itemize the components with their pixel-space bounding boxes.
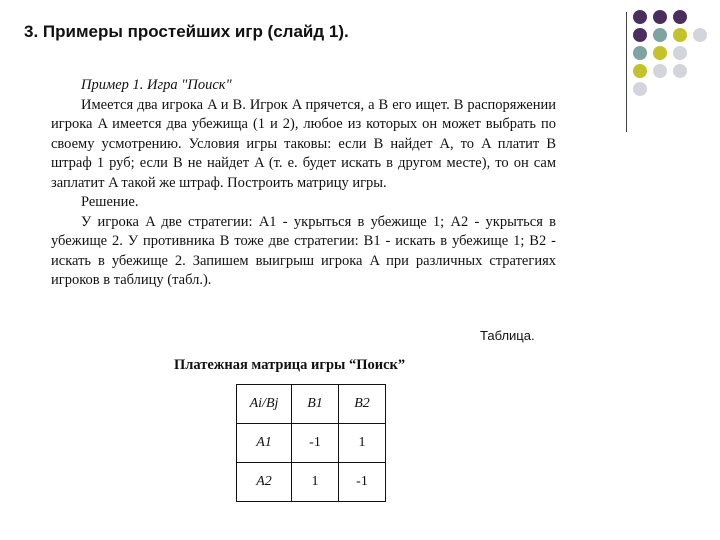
decor-dot bbox=[653, 10, 667, 24]
table-header-cell: Ai/Bj bbox=[237, 385, 292, 424]
table-header-row bbox=[237, 385, 386, 424]
row-label-cell: A1 bbox=[237, 424, 292, 463]
decor-dot bbox=[693, 64, 707, 78]
table-header-cell: B2 bbox=[339, 385, 386, 424]
solution-paragraph: У игрока A две стратегии: A1 - укрыться в убежище 1; A2 - укрыться в убежище 2. У противника B тоже две стратегии: B1 - искать в убежище 1; B2 - искать в убежище 2. Запишем выигрыш игрока A при различных стратегиях игроков в таблицу (табл.). bbox=[51, 213, 556, 288]
decor-dot bbox=[653, 82, 667, 96]
decor-dot bbox=[633, 82, 647, 96]
decor-dot bbox=[633, 28, 647, 42]
decorative-dot-grid bbox=[630, 8, 710, 98]
decor-dot bbox=[693, 10, 707, 24]
decor-dot bbox=[673, 46, 687, 60]
table-cell: -1 bbox=[292, 424, 339, 463]
decor-dot bbox=[653, 64, 667, 78]
slide-title: 3. Примеры простейших игр (слайд 1). bbox=[24, 22, 349, 41]
table-cell: -1 bbox=[339, 463, 386, 502]
solution-label: Решение. bbox=[81, 194, 139, 210]
decor-dot bbox=[633, 46, 647, 60]
decor-dot bbox=[673, 82, 687, 96]
decor-dot bbox=[693, 28, 707, 42]
decor-dot bbox=[653, 28, 667, 42]
matrix-title: Платежная матрица игры “Поиск” bbox=[174, 357, 406, 373]
table-row bbox=[237, 424, 386, 463]
payoff-matrix-table bbox=[236, 384, 386, 502]
decorative-divider bbox=[626, 12, 627, 132]
table-cell: 1 bbox=[292, 463, 339, 502]
table-cell: 1 bbox=[339, 424, 386, 463]
table-caption: Таблица. bbox=[480, 328, 535, 343]
decor-dot bbox=[653, 46, 667, 60]
row-label-cell: A2 bbox=[237, 463, 292, 502]
example-title: Пример 1. Игра "Поиск" bbox=[81, 77, 232, 93]
decor-dot bbox=[633, 64, 647, 78]
decor-dot bbox=[673, 28, 687, 42]
problem-paragraph: Имеется два игрока A и B. Игрок A прячется, а B его ищет. В распоряжении игрока A имеется два убежища (1 и 2), любое из которых он может выбрать по своему усмотрению. Условия игры таковы: если B найдет A, то A платит B штраф 1 руб; если B не найдет A (т. е. будет искать в другом месте), то он сам заплатит A такой же штраф. Построить матрицу игры. bbox=[51, 96, 556, 191]
decor-dot bbox=[673, 64, 687, 78]
table-header-cell: B1 bbox=[292, 385, 339, 424]
decor-dot bbox=[673, 10, 687, 24]
decor-dot bbox=[693, 82, 707, 96]
decor-dot bbox=[693, 46, 707, 60]
table-row bbox=[237, 463, 386, 502]
decor-dot bbox=[633, 10, 647, 24]
example-text-block bbox=[51, 76, 556, 291]
